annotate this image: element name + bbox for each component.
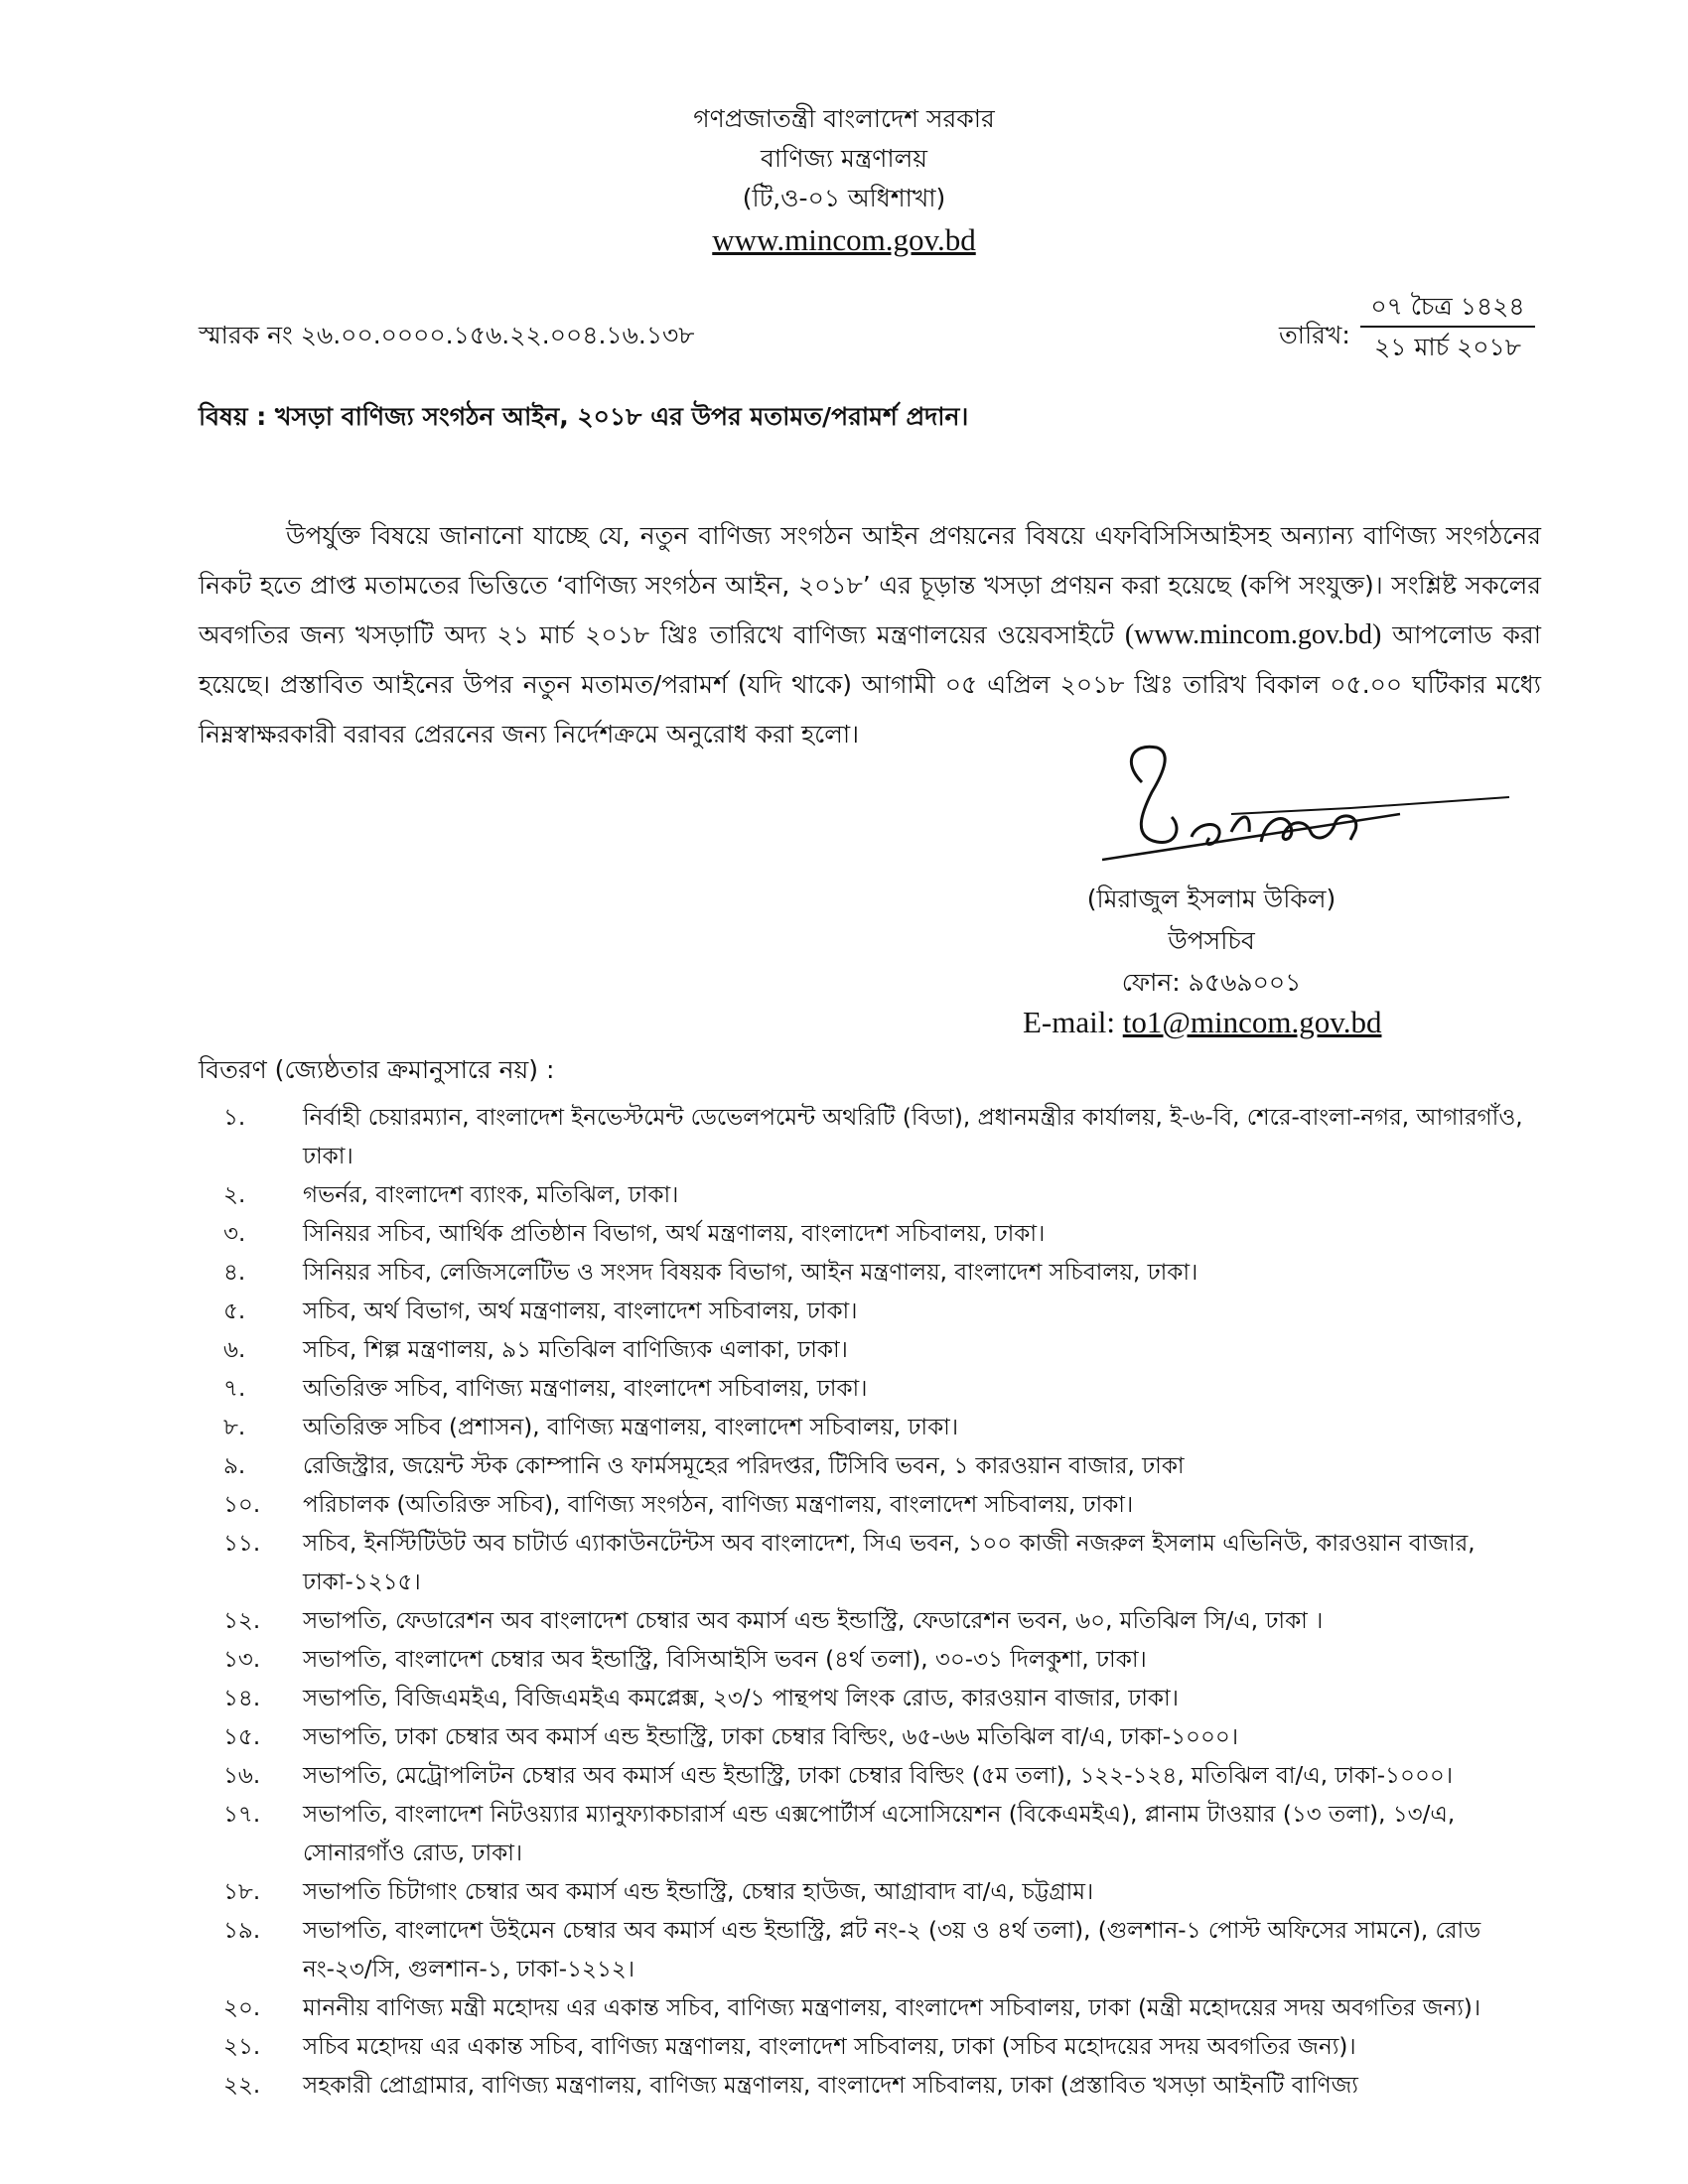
distribution-item-text: সচিব মহোদয় এর একান্ত সচিব, বাণিজ্য মন্ত্রণালয়, বাংলাদেশ সচিবালয়, ঢাকা (সচিব মহোদয়ের সদয় অবগতির জন্য)। [303, 2034, 1356, 2060]
distribution-item-number: ৪. [223, 1260, 246, 1286]
date-gregorian: ২১ মার্চ ২০১৮ [1374, 333, 1521, 361]
distribution-item-number: ৫. [223, 1298, 246, 1324]
distribution-item-text: সচিব, শিল্প মন্ত্রণালয়, ৯১ মতিঝিল বাণিজ্যিক এলাকা, ঢাকা। [303, 1337, 848, 1363]
body-website: (www.mincom.gov.bd) [1124, 619, 1382, 650]
distribution-item [199, 1254, 1549, 1293]
distribution-item-number: ২১. [223, 2034, 261, 2060]
distribution-item-text: নির্বাহী চেয়ারম্যান, বাংলাদেশ ইনভেস্টমেন্ট ডেভেলপমেন্ট অথরিটি (বিডা), প্রধানমন্ত্রীর কার্যালয়, ই-৬-বি, শেরে-বাংলা-নগর, আগারগাঁও, ঢাকা। [303, 1105, 1523, 1169]
reference-number: স্মারক নং ২৬.০০.০০০০.১৫৬.২২.০০৪.১৬.১৩৮ [199, 321, 695, 349]
distribution-item [199, 1525, 1549, 1602]
distribution-item [199, 1293, 1549, 1331]
distribution-item-number: ১৫. [223, 1724, 261, 1750]
distribution-item [199, 1099, 1549, 1176]
distribution-item-text: সভাপতি, ফেডারেশন অব বাংলাদেশ চেম্বার অব কমার্স এন্ড ইন্ডাস্ট্রি, ফেডারেশন ভবন, ৬০, মতিঝিল সি/এ, ঢাকা । [303, 1608, 1324, 1634]
distribution-item [199, 1680, 1549, 1718]
distribution-item-text: সচিব, অর্থ বিভাগ, অর্থ মন্ত্রণালয়, বাংলাদেশ সচিবালয়, ঢাকা। [303, 1298, 858, 1324]
distribution-item-number: ৮. [223, 1415, 246, 1440]
distribution-item-text: সভাপতি, ঢাকা চেম্বার অব কমার্স এন্ড ইন্ডাস্ট্রি, ঢাকা চেম্বার বিল্ডিং, ৬৫-৬৬ মতিঝিল বা/এ, ঢাকা-১০০০। [303, 1724, 1239, 1750]
email-address: to1@mincom.gov.bd [1122, 1005, 1382, 1039]
distribution-item-number: ১৬. [223, 1763, 261, 1789]
distribution-item-text: রেজিস্ট্রার, জয়েন্ট স্টক কোম্পানি ও ফার্মসমূহের পরিদপ্তর, টিসিবি ভবন, ১ কারওয়ান বাজার, ঢাকা [303, 1453, 1185, 1479]
distribution-item [199, 1912, 1549, 1989]
distribution-item-number: ৭. [223, 1376, 246, 1402]
signatory-designation: উপসচিব [1168, 926, 1255, 955]
signatory-name: (মিরাজুল ইসলাম উকিল) [1086, 885, 1336, 913]
distribution-item [199, 1447, 1549, 1486]
distribution-item [199, 1873, 1549, 1912]
signatory-block [983, 879, 1440, 1004]
handwritten-signature [1102, 743, 1519, 872]
distribution-item [199, 1370, 1549, 1409]
distribution-item-text: সভাপতি, মেট্রোপলিটন চেম্বার অব কমার্স এন্ড ইন্ডাস্ট্রি, ঢাকা চেম্বার বিল্ডিং (৫ম তলা), ১২২-১২৪, মতিঝিল বা/এ, ঢাকা-১০০০। [303, 1763, 1454, 1789]
distribution-item [199, 1796, 1549, 1873]
distribution-item-text: সভাপতি চিটাগাং চেম্বার অব কমার্স এন্ড ইন্ডাস্ট্রি, চেম্বার হাউজ, আগ্রাবাদ বা/এ, চট্টগ্রাম। [303, 1879, 1094, 1905]
distribution-item-text: মাননীয় বাণিজ্য মন্ত্রী মহোদয় এর একান্ত সচিব, বাণিজ্য মন্ত্রণালয়, বাংলাদেশ সচিবালয়, ঢাকা (মন্ত্রী মহোদয়ের সদয় অবগতির জন্য)। [303, 1995, 1481, 2021]
date-bangla: ০৭ চৈত্র ১৪২৪ [1360, 288, 1535, 328]
distribution-item [199, 1757, 1549, 1796]
distribution-item [199, 1176, 1549, 1215]
signatory-email-line [1023, 1005, 1381, 1040]
distribution-item-number: ১২. [223, 1608, 261, 1634]
distribution-item [199, 1409, 1549, 1447]
distribution-item-text: গভর্নর, বাংলাদেশ ব্যাংক, মতিঝিল, ঢাকা। [303, 1182, 679, 1208]
distribution-item-number: ১১. [223, 1531, 261, 1557]
distribution-item-text: সভাপতি, বাংলাদেশ উইমেন চেম্বার অব কমার্স এন্ড ইন্ডাস্ট্রি, প্লট নং-২ (৩য় ও ৪র্থ তলা), (গুলশান-১ পোস্ট অফিসের সামনে), রোড নং-২৩/সি, গুলশান-১, ঢাকা-১২১২। [303, 1918, 1481, 1982]
distribution-item-text: সহকারী প্রোগ্রামার, বাণিজ্য মন্ত্রণালয়, বাণিজ্য মন্ত্রণালয়, বাংলাদেশ সচিবালয়, ঢাকা (প্রস্তাবিত খসড়া আইনটি বাণিজ্য [303, 2073, 1358, 2099]
government-name: গণপ্রজাতন্ত্রী বাংলাদেশ সরকার [693, 104, 995, 133]
ministry-website: www.mincom.gov.bd [712, 222, 976, 257]
distribution-item-number: ৬. [223, 1337, 246, 1363]
distribution-item-number: ৩. [223, 1221, 246, 1247]
distribution-item-text: সিনিয়র সচিব, আর্থিক প্রতিষ্ঠান বিভাগ, অর্থ মন্ত্রণালয়, বাংলাদেশ সচিবালয়, ঢাকা। [303, 1221, 1046, 1247]
distribution-item-text: অতিরিক্ত সচিব (প্রশাসন), বাণিজ্য মন্ত্রণালয়, বাংলাদেশ সচিবালয়, ঢাকা। [303, 1415, 959, 1440]
distribution-item-text: সচিব, ইনস্টিটিউট অব চাটার্ড এ্যাকাউনটেন্টস অব বাংলাদেশ, সিএ ভবন, ১০০ কাজী নজরুল ইসলাম এভিনিউ, কারওয়ান বাজার, ঢাকা-১২১৫। [303, 1531, 1476, 1595]
distribution-item [199, 1718, 1549, 1757]
body-text-part2: আপলোড করা হয়েছে। প্রস্তাবিত আইনের উপর নতুন মতামত/পরামর্শ (যদি থাকে) আগামী ০৫ এপ্রিল ২০১৮ খ্রিঃ তারিখ বিকাল ০৫.০০ ঘটিকার মধ্যে নিম্নস্বাক্ষরকারী বরাবর প্রেরনের জন্য নির্দেশক্রমে অনুরোধ করা হলো। [199, 620, 1541, 749]
distribution-item-number: ২২. [223, 2073, 261, 2099]
distribution-item-text: পরিচালক (অতিরিক্ত সচিব), বাণিজ্য সংগঠন, বাণিজ্য মন্ত্রণালয়, বাংলাদেশ সচিবালয়, ঢাকা। [303, 1492, 1134, 1518]
distribution-item-text: সভাপতি, বাংলাদেশ চেম্বার অব ইন্ডাস্ট্রি, বিসিআইসি ভবন (৪র্থ তলা), ৩০-৩১ দিলকুশা, ঢাকা। [303, 1647, 1147, 1673]
letterhead [0, 99, 1688, 262]
distribution-title: বিতরণ (জ্যেষ্ঠতার ক্রমানুসারে নয়) : [199, 1055, 555, 1084]
distribution-item-number: ২. [223, 1182, 246, 1208]
distribution-item-number: ১৮. [223, 1879, 261, 1905]
distribution-item-number: ১. [223, 1105, 246, 1131]
distribution-item [199, 1641, 1549, 1680]
distribution-item [199, 1486, 1549, 1525]
distribution-item-number: ১৭. [223, 1802, 261, 1828]
distribution-item-number: ৯. [223, 1453, 246, 1479]
ministry-name: বাণিজ্য মন্ত্রণালয় [761, 144, 927, 173]
distribution-item [199, 2067, 1549, 2106]
date-label: তারিখ: [1279, 321, 1350, 349]
date-block [1360, 288, 1535, 367]
body-paragraph [199, 511, 1541, 759]
distribution-item [199, 1331, 1549, 1370]
distribution-item [199, 2028, 1549, 2067]
distribution-item-text: সভাপতি, বাংলাদেশ নিটওয়্যার ম্যানুফ্যাকচারার্স এন্ড এক্সপোর্টার্স এসোসিয়েশন (বিকেএমইএ), প্লানাম টাওয়ার (১৩ তলা), ১৩/এ, সোনারগাঁও রোড, ঢাকা। [303, 1802, 1456, 1866]
signatory-phone: ফোন: ৯৫৬৯০০১ [1121, 968, 1302, 997]
body-text-part1: উপর্যুক্ত বিষয়ে জানানো যাচ্ছে যে, নতুন বাণিজ্য সংগঠন আইন প্রণয়নের বিষয়ে এফবিসিসিআইসহ অন্যান্য বাণিজ্য সংগঠনের নিকট হতে প্রাপ্ত মতামতের ভিত্তিতে ‘বাণিজ্য সংগঠন আইন, ২০১৮’ এর চূড়ান্ত খসড়া প্রণয়ন করা হয়েছে (কপি সংযুক্ত)। সংশ্লিষ্ট সকলের অবগতির জন্য খসড়াটি অদ্য ২১ মার্চ ২০১৮ খ্রিঃ তারিখে বাণিজ্য মন্ত্রণালয়ের ওয়েবসাইটে [199, 521, 1541, 649]
distribution-item-number: ১০. [223, 1492, 261, 1518]
distribution-item-text: অতিরিক্ত সচিব, বাণিজ্য মন্ত্রণালয়, বাংলাদেশ সচিবালয়, ঢাকা। [303, 1376, 868, 1402]
section-name: (টি,ও-০১ অধিশাখা) [742, 184, 946, 212]
distribution-item-text: সিনিয়র সচিব, লেজিসলেটিভ ও সংসদ বিষয়ক বিভাগ, আইন মন্ত্রণালয়, বাংলাদেশ সচিবালয়, ঢাকা। [303, 1260, 1198, 1286]
distribution-item [199, 1215, 1549, 1254]
distribution-list [199, 1099, 1549, 2106]
distribution-item [199, 1602, 1549, 1641]
subject-line: বিষয় : খসড়া বাণিজ্য সংগঠন আইন, ২০১৮ এর উপর মতামত/পরামর্শ প্রদান। [199, 402, 969, 431]
email-label: E-mail: [1023, 1005, 1115, 1039]
distribution-item-number: ১৯. [223, 1918, 261, 1944]
distribution-item-text: সভাপতি, বিজিএমইএ, বিজিএমইএ কমপ্লেক্স, ২৩/১ পান্থপথ লিংক রোড, কারওয়ান বাজার, ঢাকা। [303, 1686, 1179, 1711]
distribution-item-number: ১৩. [223, 1647, 261, 1673]
distribution-item [199, 1989, 1549, 2028]
distribution-item-number: ১৪. [223, 1686, 261, 1711]
distribution-item-number: ২০. [223, 1995, 261, 2021]
